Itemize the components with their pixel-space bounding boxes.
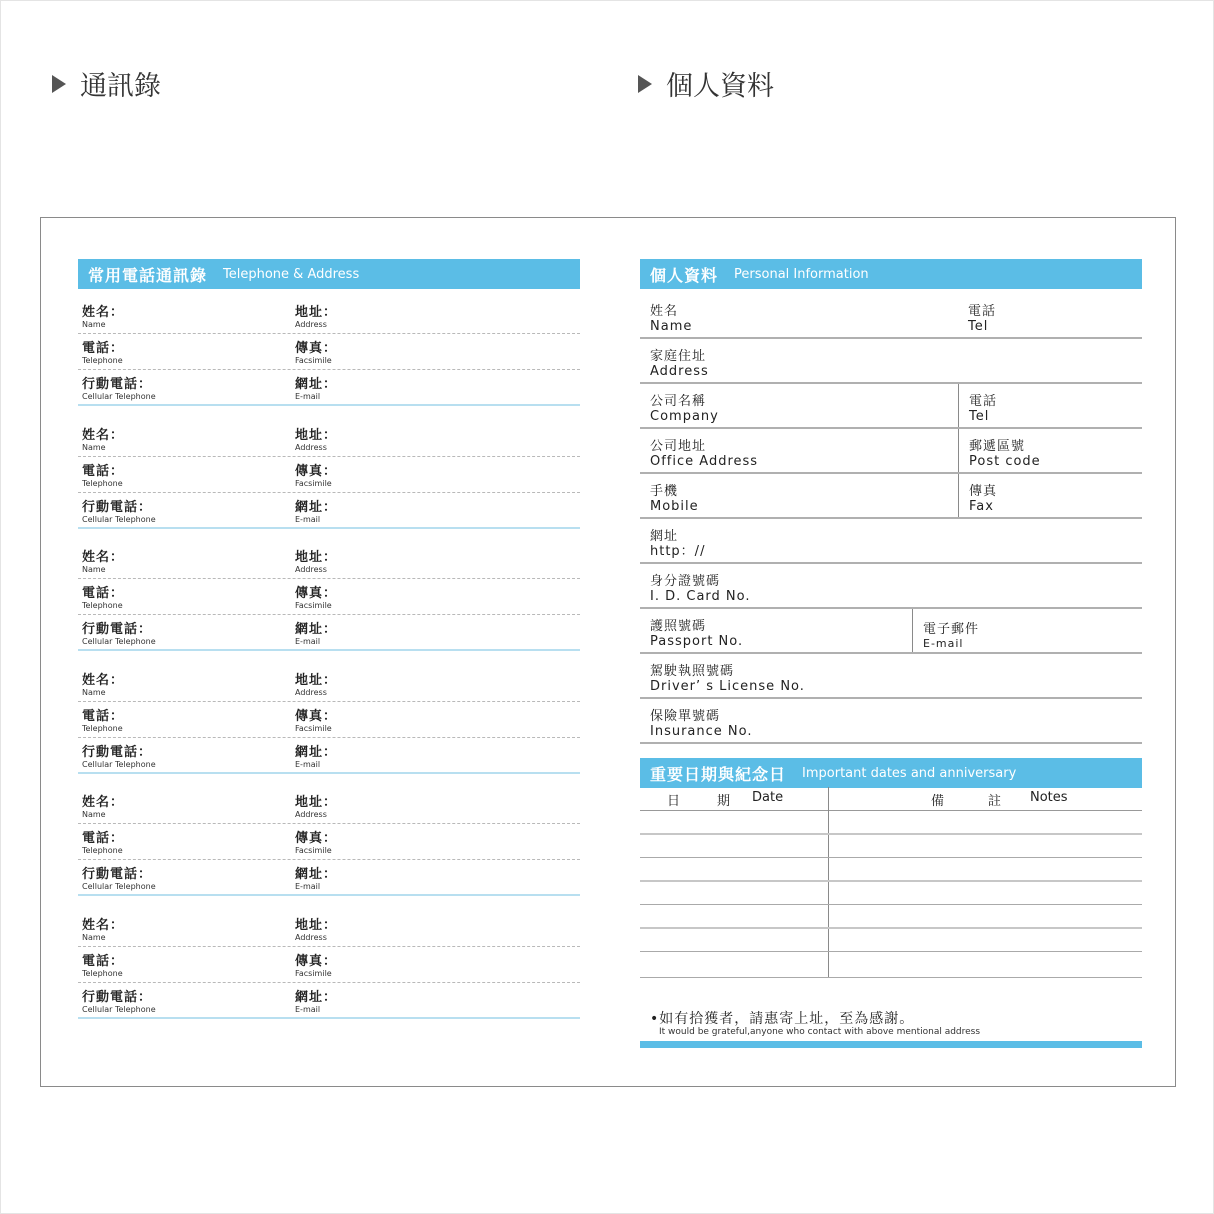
contacts-title-bar (78, 259, 580, 289)
contact-field[interactable] (295, 465, 337, 488)
field-mobile[interactable] (640, 474, 958, 517)
field-company-tel-en: Tel (969, 409, 990, 424)
field-email-zh: 電子郵件 (923, 622, 980, 637)
field-idcard-en: I. D. Card No. (650, 589, 751, 604)
field-email-en: E-mail (923, 637, 964, 650)
contact-field-label-en: Telephone (82, 356, 123, 365)
heading-personal (638, 64, 774, 103)
contact-row (78, 824, 580, 860)
field-passport[interactable] (640, 609, 912, 652)
contact-field[interactable] (82, 465, 124, 488)
contact-field[interactable] (82, 551, 124, 574)
field-fax-en: Fax (969, 499, 994, 514)
contact-field[interactable] (295, 501, 337, 524)
field-postcode-zh: 郵遞區號 (969, 439, 1026, 454)
contact-field[interactable] (295, 306, 337, 329)
return-note-zh: •如有拾獲者，請惠寄上址，至為感謝。 (650, 1011, 915, 1027)
contact-field-label-zh: 行動電話： (82, 867, 153, 882)
field-license-zh: 駕駛執照號碼 (650, 664, 735, 679)
notes-header-zh-1: 備 (931, 794, 945, 809)
contact-field[interactable] (295, 623, 337, 646)
row-address (640, 339, 1142, 384)
row-web (640, 519, 1142, 564)
field-web-en: http：// (650, 544, 706, 559)
contact-field[interactable] (295, 587, 337, 610)
row-insurance (640, 699, 1142, 744)
field-insurance-en: Insurance No. (650, 724, 753, 739)
field-address-en: Address (650, 364, 709, 379)
contact-field-label-en: Facsimile (295, 846, 332, 855)
contact-field-label-en: E-mail (295, 392, 321, 401)
contacts-title-en: Telephone & Address (223, 266, 360, 282)
contact-field[interactable] (82, 501, 156, 524)
field-postcode-en: Post code (969, 454, 1041, 469)
contact-field-label-zh: 行動電話： (82, 499, 153, 515)
contact-field[interactable] (82, 674, 124, 697)
contact-field[interactable] (82, 796, 124, 819)
row-office (640, 429, 1142, 474)
contact-field-label-zh: 網址： (295, 744, 338, 760)
contact-field-label-zh: 地址： (295, 550, 338, 565)
field-fax-zh: 傳真 (969, 484, 998, 499)
contact-field-label-zh: 傳真： (295, 463, 338, 479)
contact-field-label-en: E-mail (295, 882, 321, 891)
row-passport (640, 609, 1142, 654)
date-header-zh-1: 日 (667, 794, 681, 809)
personal-title-en: Personal Information (734, 266, 869, 282)
contact-field[interactable] (82, 342, 124, 365)
return-note-en: It would be grateful,anyone who contact with above mentional address (659, 1027, 981, 1037)
field-company-tel-zh: 電話 (969, 394, 998, 409)
date-header-zh-2: 期 (717, 794, 731, 809)
contact-row (78, 947, 580, 983)
contact-field-label-en: E-mail (295, 759, 321, 769)
dates-column-divider (828, 787, 829, 977)
contact-field-label-en: Facsimile (295, 601, 332, 610)
contact-field-label-zh: 電話： (82, 708, 125, 724)
contact-field[interactable] (82, 746, 156, 769)
contact-row (78, 421, 580, 457)
contact-field-label-zh: 傳真： (295, 708, 338, 724)
contact-field-label-en: Address (295, 442, 327, 452)
contact-field-label-zh: 行動電話： (82, 744, 153, 760)
contact-field[interactable] (295, 991, 337, 1014)
contact-field-label-zh: 網址： (295, 499, 338, 515)
contact-field-label-en: Facsimile (295, 723, 332, 733)
date-header-en: Date (752, 790, 784, 805)
field-name-zh: 姓名 (650, 304, 679, 319)
field-company-en: Company (650, 409, 719, 424)
contact-field[interactable] (295, 796, 337, 819)
field-license[interactable] (640, 654, 1142, 697)
contact-field-label-zh: 地址： (295, 917, 338, 933)
contact-field-label-zh: 地址： (295, 427, 338, 443)
return-note (650, 1011, 980, 1038)
contact-field-label-zh: 網址： (295, 622, 338, 637)
contact-row (78, 702, 580, 738)
contact-field[interactable] (82, 587, 124, 610)
field-company[interactable] (640, 384, 958, 427)
dates-table-line (640, 833, 1142, 835)
field-tel[interactable] (958, 294, 1142, 337)
contact-field-label-en: E-mail (295, 637, 321, 646)
field-insurance-zh: 保險單號碼 (650, 709, 721, 724)
triangle-bullet-icon (638, 75, 652, 93)
contact-field-label-zh: 傳真： (295, 953, 338, 969)
notebook-spread (40, 217, 1176, 1087)
contact-field[interactable] (295, 674, 337, 697)
contact-row (78, 983, 580, 1019)
contact-field-label-en: Name (82, 442, 106, 452)
contact-field[interactable] (82, 955, 124, 978)
contact-field-label-zh: 電話： (82, 953, 125, 969)
field-idcard[interactable] (640, 564, 1142, 607)
field-passport-zh: 護照號碼 (650, 619, 707, 634)
contact-field-label-en: Name (82, 810, 106, 819)
contact-row (78, 370, 580, 406)
contact-field-label-en: Name (82, 932, 106, 942)
contact-field-label-zh: 網址： (295, 989, 338, 1005)
contact-field-label-en: E-mail (295, 514, 321, 524)
contact-row (78, 860, 580, 896)
contact-field-label-zh: 地址： (295, 305, 338, 320)
field-idcard-zh: 身分證號碼 (650, 574, 721, 589)
field-fax[interactable] (958, 474, 1142, 517)
contact-field-label-en: Telephone (82, 968, 123, 978)
contact-field-label-en: E-mail (295, 1004, 321, 1014)
field-name-en: Name (650, 319, 693, 334)
contact-field[interactable] (295, 429, 337, 452)
notes-header-zh-2: 註 (988, 794, 1002, 809)
contact-field[interactable] (295, 955, 337, 978)
contact-field-label-en: Address (295, 810, 327, 819)
contact-field-label-zh: 姓名： (82, 795, 125, 810)
contact-field-label-en: Facsimile (295, 478, 332, 488)
contact-field-label-en: Cellular Telephone (82, 392, 156, 401)
contact-field-label-zh: 行動電話： (82, 989, 153, 1005)
field-license-en: Driver’ s License No. (650, 679, 805, 694)
contact-field-label-zh: 行動電話： (82, 377, 153, 392)
dates-table-line (640, 857, 1142, 858)
field-company-tel[interactable] (958, 384, 1142, 427)
field-mobile-zh: 手機 (650, 484, 679, 499)
contact-row (78, 788, 580, 824)
field-office-en: Office Address (650, 454, 759, 469)
dates-title-en: Important dates and anniversary (802, 765, 1017, 781)
contact-field-label-en: Telephone (82, 601, 123, 610)
heading-contacts (52, 64, 161, 103)
field-office-address[interactable] (640, 429, 958, 472)
field-web[interactable] (640, 519, 1142, 562)
dates-table-line (640, 904, 1142, 905)
contact-row (78, 615, 580, 651)
contact-field-label-zh: 地址： (295, 795, 338, 810)
personal-title-bar (640, 259, 1142, 289)
contact-field-label-en: Facsimile (295, 968, 332, 978)
contact-field[interactable] (295, 746, 337, 769)
field-company-zh: 公司名稱 (650, 394, 707, 409)
dates-table (640, 787, 1142, 979)
contact-field-label-en: Cellular Telephone (82, 637, 156, 646)
dates-table-header (640, 787, 1142, 811)
field-address[interactable] (640, 339, 1142, 382)
contact-field[interactable] (295, 378, 337, 401)
contact-field-label-en: Name (82, 687, 106, 697)
contact-row (78, 493, 580, 529)
contact-field[interactable] (295, 832, 337, 855)
contact-field-label-en: Address (295, 932, 327, 942)
contact-row (78, 457, 580, 493)
contact-row (78, 334, 580, 370)
field-insurance[interactable] (640, 699, 1142, 742)
contact-field[interactable] (295, 710, 337, 733)
contact-field-label-zh: 地址： (295, 672, 338, 688)
contact-field-label-zh: 網址： (295, 867, 338, 882)
field-name[interactable] (640, 294, 958, 337)
dates-title-bar (640, 758, 1142, 788)
contact-field-label-en: Facsimile (295, 356, 332, 365)
footer-accent-bar (640, 1041, 1142, 1048)
contact-field-label-en: Address (295, 565, 327, 574)
field-tel-en: Tel (968, 319, 989, 334)
field-passport-en: Passport No. (650, 634, 744, 649)
contact-field[interactable] (295, 551, 337, 574)
dates-table-line (640, 951, 1142, 952)
dates-title-zh: 重要日期與紀念日 (650, 764, 787, 784)
contact-field-label-en: Cellular Telephone (82, 1004, 156, 1014)
contact-field-label-en: Cellular Telephone (82, 759, 156, 769)
contact-field[interactable] (295, 919, 337, 942)
row-company (640, 384, 1142, 429)
contact-field-label-zh: 姓名： (82, 917, 125, 933)
field-postcode[interactable] (958, 429, 1142, 472)
contact-field-label-en: Telephone (82, 478, 123, 488)
triangle-bullet-icon (52, 75, 66, 93)
contact-row (78, 543, 580, 579)
contact-field-label-zh: 電話： (82, 586, 125, 601)
contact-field-label-en: Address (295, 687, 327, 697)
contact-field[interactable] (82, 306, 124, 329)
contact-field[interactable] (82, 429, 124, 452)
dates-table-line (640, 927, 1142, 929)
notes-header-en: Notes (1030, 790, 1068, 805)
contact-field-label-zh: 電話： (82, 463, 125, 479)
contact-field-label-en: Telephone (82, 723, 123, 733)
heading-personal-text: 個人資料 (666, 71, 774, 102)
contact-field-label-zh: 傳真： (295, 341, 338, 356)
contact-field-label-en: Name (82, 320, 106, 329)
contact-field[interactable] (295, 342, 337, 365)
row-idcard (640, 564, 1142, 609)
heading-contacts-text: 通訊錄 (80, 71, 161, 102)
contact-row (78, 298, 580, 334)
contact-field-label-zh: 行動電話： (82, 622, 153, 637)
contact-field-label-en: Cellular Telephone (82, 514, 156, 524)
contact-field[interactable] (82, 710, 124, 733)
contact-field-label-zh: 姓名： (82, 305, 125, 320)
contact-field[interactable] (82, 868, 156, 891)
contact-field-label-en: Address (295, 320, 327, 329)
contact-field-label-zh: 姓名： (82, 550, 125, 565)
contact-field-label-en: Telephone (82, 846, 123, 855)
field-address-zh: 家庭住址 (650, 349, 707, 364)
contact-field-label-zh: 姓名： (82, 672, 125, 688)
field-office-zh: 公司地址 (650, 439, 707, 454)
contact-field-label-zh: 電話： (82, 341, 125, 356)
dates-table-line (640, 977, 1142, 978)
contact-row (78, 738, 580, 774)
contact-field-label-zh: 電話： (82, 831, 125, 846)
contact-field-label-zh: 傳真： (295, 831, 338, 846)
contact-row (78, 666, 580, 702)
contact-field[interactable] (82, 623, 156, 646)
dates-table-line (640, 880, 1142, 882)
field-email[interactable] (912, 609, 1142, 652)
contact-field-label-en: Name (82, 565, 106, 574)
contact-field[interactable] (82, 919, 124, 942)
field-web-zh: 網址 (650, 529, 679, 544)
personal-title-zh: 個人資料 (650, 265, 719, 285)
contact-field[interactable] (295, 868, 337, 891)
row-name (640, 294, 1142, 339)
contact-field-label-zh: 傳真： (295, 586, 338, 601)
contact-field-label-en: Cellular Telephone (82, 882, 156, 891)
contact-field[interactable] (82, 378, 156, 401)
contact-field-label-zh: 網址： (295, 377, 338, 392)
contact-field[interactable] (82, 832, 124, 855)
contact-row (78, 911, 580, 947)
contacts-title-zh: 常用電話通訊錄 (88, 265, 208, 285)
row-mobile (640, 474, 1142, 519)
contact-field-label-zh: 姓名： (82, 427, 125, 443)
field-tel-zh: 電話 (968, 304, 997, 319)
contact-field[interactable] (82, 991, 156, 1014)
field-mobile-en: Mobile (650, 499, 699, 514)
row-license (640, 654, 1142, 699)
contact-row (78, 579, 580, 615)
